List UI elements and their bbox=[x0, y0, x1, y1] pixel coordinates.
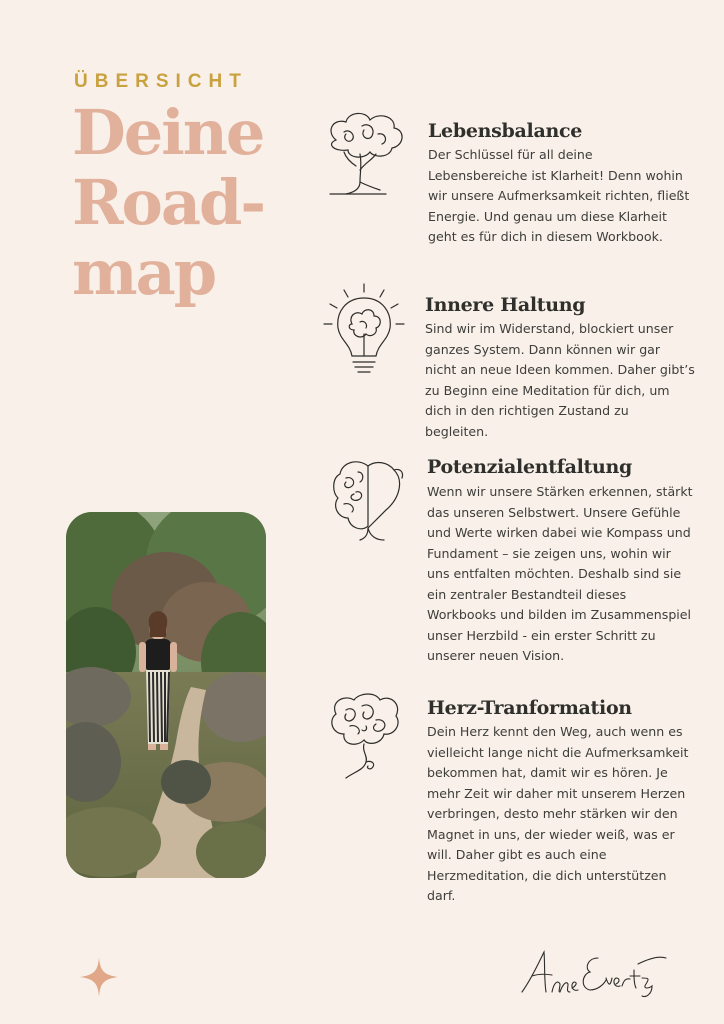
lightbulb-brain-icon bbox=[322, 282, 406, 382]
section-text: Sind wir im Widerstand, blockiert unser ganzes System. Dann können wir gar nicht an neue Ideen kommen. Daher gibt’s zu Beginn eine Meditation für dich, um dich in den richtigen Zustand zu begleiten. bbox=[425, 321, 695, 439]
page-title-line-1: Deine bbox=[72, 96, 264, 169]
section-text: Dein Herz kennt den Weg, auch wenn es vielleicht lange nicht die Aufmerksamkeit bekommen hat, damit wir es hören. Je mehr Zeit wir daher mit unserem Herzen verbringen, desto mehr stärken wir den Magnet in uns, der wieder weiß, was er will. Daher gibt es auch eine Herzmeditation, die dich unterstützen darf. bbox=[427, 724, 689, 903]
sparkle-icon bbox=[80, 957, 118, 1001]
page-title bbox=[72, 98, 302, 308]
section-text: Wenn wir unsere Stärken erkennen, stärkt das unseren Selbstwert. Unsere Gefühle und Werte wirken dabei wie Kompass und Fundament – sie zeigen uns, wohin wir uns entfalten möchten. Deshalb sind sie ein zentraler Bestandteil dieses Workbooks und bilden im Zusammenspiel unser Herzbild - ein erster Schritt zu unserer neuen Vision. bbox=[427, 484, 693, 663]
section-text: Der Schlüssel für all deine Lebensbereiche ist Klarheit! Denn wohin wir unsere Aufmerksamkeit richten, fließt Energie. Und genau um diese Klarheit geht es für dich in diesem Workbook. bbox=[428, 147, 690, 244]
brain-heart-icon bbox=[330, 458, 408, 544]
tree-icon bbox=[316, 110, 408, 198]
section-title: Innere Haltung bbox=[425, 294, 586, 316]
section-title: Herz-Tranformation bbox=[427, 697, 632, 719]
page-title-line-2: Road- bbox=[72, 166, 265, 239]
section-overline: ÜBERSICHT bbox=[74, 71, 248, 92]
heart-scribble-icon bbox=[326, 690, 404, 782]
signature bbox=[518, 948, 668, 1004]
section-title: Potenzialentfaltung bbox=[427, 456, 633, 478]
portrait-photo bbox=[66, 512, 266, 878]
section-title: Lebensbalance bbox=[428, 120, 583, 142]
page-title-line-3: map bbox=[72, 236, 216, 309]
